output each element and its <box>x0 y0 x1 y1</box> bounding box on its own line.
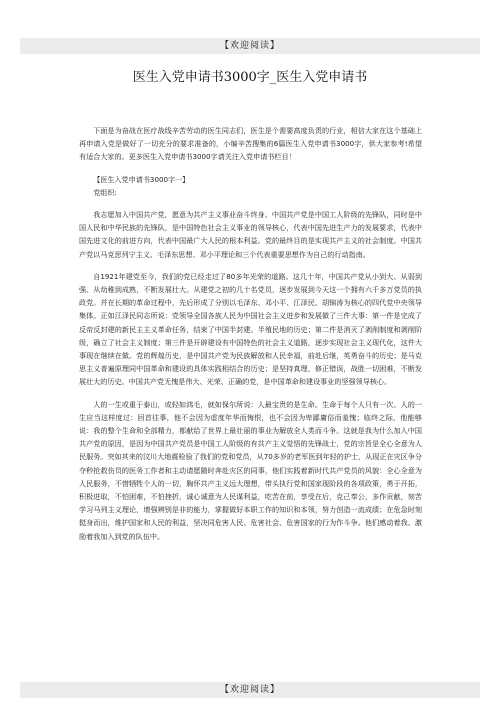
section-heading: 【医生入党申请书3000字一】 <box>93 174 190 184</box>
header-banner-text: 【欢迎阅读】 <box>219 41 280 51</box>
body-paragraph: 我志愿加入中国共产党，愿意为共产主义事业奋斗终身。中国共产党是中国工人阶级的先锋队，同时是中国人民和中华民族的先锋队，是中国特色社会主义事业的领导核心，代表中国先进生产力的发展要求，代表中国先进文化的前进方向，代表中国最广大人民的根本利益。党的最终目的是实现共产主义的社会制度。中国共产党以马克思列宁主义、毛泽东思想、邓小平理论和三个代表重要思想作为自己的行动指南。 <box>79 210 422 259</box>
footer-banner <box>20 682 480 698</box>
body-paragraph: 自1921年建党至今，我们的党已经走过了80多年光荣的道路。这几十年，中国共产党从小到大、从弱到强、从幼稚到成熟，不断发展壮大。从建党之初的几十名党员，逐步发展到今天这一个拥有六千多万党员的执政党。并在长期的革命过程中，先后形成了分别以毛泽东、邓小平、江泽民、胡锦涛为核心的四代党中央领导集体。正如江泽民同志所说：党领导全国各族人民为中国社会主义进步和发展做了三件大事：第一件是完成了反帝反封建的新民主主义革命任务，结束了中国半封建、半殖民地的历史；第二件是消灭了剥削制度和剥削阶级，确立了社会主义制度；第三件是开辟建设有中国特色的社会主义道路，逐步实现社会主义现代化，这件大事现在继续在做。党的辉煌历史，是中国共产党为民族解放和人民幸福，前赴后继，英勇奋斗的历史；是马克思主义普遍原理同中国革命和建设的具体实践相结合的历史；是坚持真理，修正错误，战胜一切困难，不断发展壮大的历史。中国共产党无愧是伟大、光荣、正确的党，是中国革命和建设事业的坚强领导核心。 <box>79 271 422 387</box>
page-title: 医生入党申请书3000字_医生入党申请书 <box>132 70 368 85</box>
body-paragraph: 人的一生或重于泰山，或轻如鸿毛，就如保尔所说：人最宝贵的是生命。生命于每个人只有一次。人的一生应当这样度过：回首往事，他不会因为虚度年华而悔恨，也不会因为卑鄙庸俗而羞愧；临终之际，他能够说：我的整个生命和全部精力，都献给了世界上最壮丽的事业为解放全人类而斗争。这就是我为什么加入中国共产党的原因，是因为中国共产党员是中国工人阶级的有共产主义觉悟的先锋战士，党的宗旨是全心全意为人民服务。突如其来的汶川大地震检验了我们的党和党员，从70多岁的老军医到年轻的护士，从现正在灾区争分夺秒抢救伤员的医务工作者和主动请愿随时奔赴灾区的同事，他们实践着新时代共产党员的风貌：全心全意为人民服务，不惜牺牲个人的一切，胸怀共产主义远大理想，带头执行党和国家现阶段的各项政策，勇于开拓，积极进取，不怕困难，不怕挫折，诚心诚意为人民谋利益，吃苦在前，享受在后，克己奉公，多作贡献，刻苦学习马列主义理论，增强辨别是非的能力，掌握做好本职工作的知识和本领，努力创造一流成绩；在危急时刻挺身而出，维护国家和人民的利益，坚决同危害人民、危害社会、危害国家的行为作斗争。他们感动着我、激励着我加入到党的队伍中。 <box>79 399 422 541</box>
salutation: 党组织: <box>93 187 117 197</box>
document-body <box>79 124 422 543</box>
footer-banner-text: 【欢迎阅读】 <box>219 685 280 695</box>
intro-paragraph: 下面是为奋战在医疗战线辛苦劳动的医生同志们，医生是个需要高度负责的行业，相信大家在这个基础上再申请入党是做好了一切充分的要求准备的，小编辛苦搜集的6篇医生入党申请书3000字，供大家参考!希望有适合大家的。更多医生入党申请书3000字请关注入党申请书栏目！ <box>79 126 422 162</box>
header-banner <box>20 38 480 54</box>
